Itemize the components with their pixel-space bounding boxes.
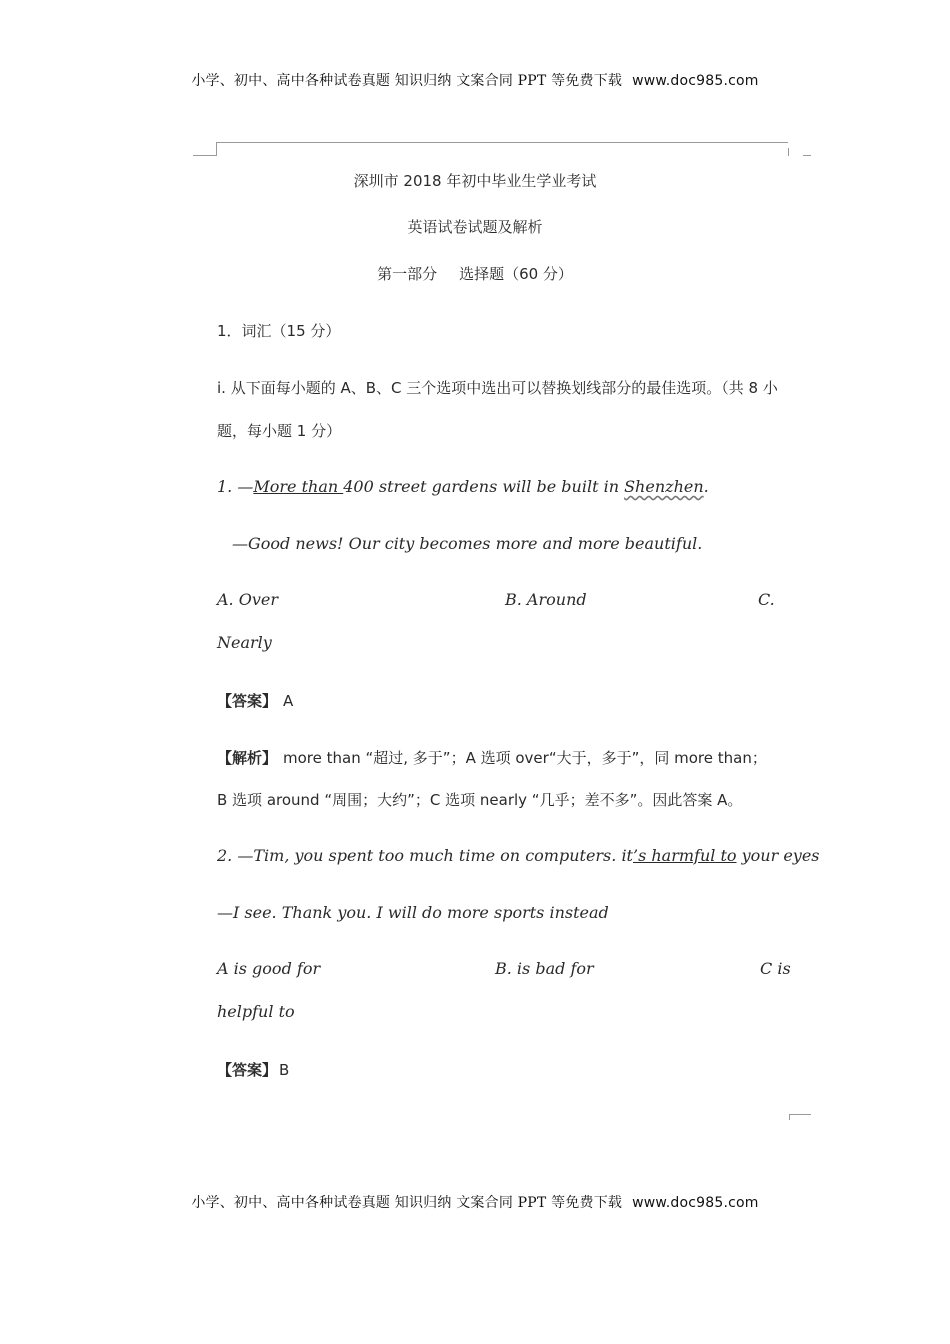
page-banner-bottom <box>0 1192 950 1212</box>
question-text-end: your eyes <box>736 846 820 865</box>
section-instruction: i. 从下面每小题的 A、B、C 三个选项中选出可以替换划线部分的最佳选项。（共 8 小 <box>217 379 778 397</box>
option-c: C. <box>758 590 775 609</box>
part-name: 选择题（60 分） <box>459 265 573 283</box>
answer-value: B <box>279 1061 290 1079</box>
exam-title: 深圳市 2018 年初中毕业生学业考试 <box>353 172 597 190</box>
question-text-end: . <box>703 477 709 496</box>
analysis-1 <box>217 747 767 768</box>
answer-label: 【答案】 <box>217 692 278 710</box>
answer-label: 【答案】 <box>217 1061 278 1079</box>
banner-text: 小学、初中、高中各种试卷真题 知识归纳 文案合同 PPT 等免费下载 <box>191 73 623 89</box>
city-name: Shenzhen <box>624 477 704 496</box>
corner-mark <box>789 1114 811 1115</box>
option-a: A is good for <box>217 959 321 978</box>
corner-mark <box>803 155 811 156</box>
analysis-1-cont: B 选项 around “周围；大约”；C 选项 nearly “几乎；差不多”。因此答案 A。 <box>217 791 743 809</box>
answer-2 <box>217 1059 289 1080</box>
question-2-reply: —I see. Thank you. I will do more sports instead <box>217 903 609 922</box>
question-1-reply: —Good news! Our city becomes more and more beautiful. <box>232 534 703 553</box>
option-a: A. Over <box>217 590 278 609</box>
option-c-text: Nearly <box>217 633 272 652</box>
underlined-phrase: ’s harmful to <box>632 846 737 865</box>
part-number: 第一部分 <box>377 265 438 283</box>
analysis-text: more than “超过, 多于”；A 选项 over“大于，多于”，同 more than； <box>283 749 767 767</box>
answer-value: A <box>283 692 294 710</box>
banner-text: 小学、初中、高中各种试卷真题 知识归纳 文案合同 PPT 等免费下载 <box>191 1195 623 1211</box>
question-text: 2. —Tim, you spent too much time on computers. it <box>217 846 633 865</box>
question-text: 400 street gardens will be built in <box>343 477 625 496</box>
section-heading: 1．词汇（15 分） <box>217 322 341 340</box>
page-banner-top <box>0 70 950 90</box>
question-1-prompt <box>217 477 709 496</box>
underlined-phrase: More than <box>253 477 344 496</box>
question-2-prompt <box>217 846 820 865</box>
question-number: 1. — <box>217 477 254 496</box>
banner-url[interactable]: www.doc985.com <box>632 1195 759 1211</box>
page-top-rule <box>216 142 788 143</box>
corner-mark <box>193 155 217 156</box>
corner-mark <box>789 1114 790 1120</box>
section-instruction-cont: 题，每小题 1 分） <box>217 422 342 440</box>
option-b: B. is bad for <box>495 959 594 978</box>
option-c-text: helpful to <box>217 1002 295 1021</box>
option-b: B. Around <box>505 590 587 609</box>
corner-mark <box>788 148 789 156</box>
answer-1 <box>217 690 293 711</box>
option-c: C is <box>760 959 791 978</box>
banner-url[interactable]: www.doc985.com <box>632 73 759 89</box>
part-heading <box>0 263 950 284</box>
analysis-label: 【解析】 <box>217 749 278 767</box>
exam-subtitle: 英语试卷试题及解析 <box>407 218 543 236</box>
corner-mark <box>216 142 217 156</box>
